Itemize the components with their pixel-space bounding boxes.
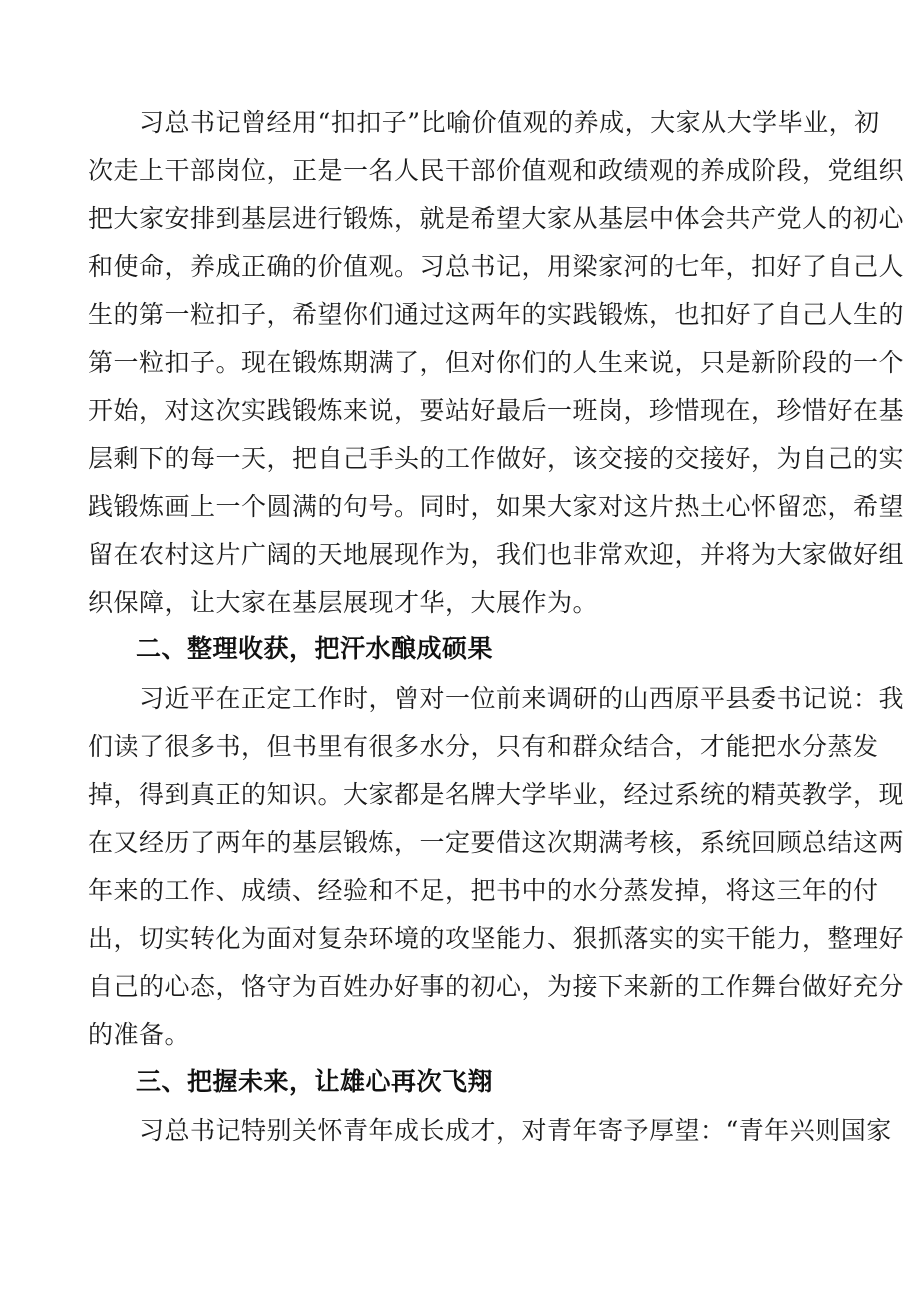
paragraph-2-line-1: 习近平在正定工作时，曾对一位前来调研的山西原平县委书记说：我 xyxy=(88,684,905,713)
section-heading-2: 二、整理收获，把汗水酿成硕果 xyxy=(136,634,494,663)
paragraph-1-line-3: 把大家安排到基层进行锻炼，就是希望大家从基层中体会共产党人的初心 xyxy=(88,204,905,233)
paragraph-1-line-9: 践锻炼画上一个圆满的句号。同时，如果大家对这片热土心怀留恋，希望 xyxy=(88,492,905,521)
paragraph-1-line-2: 次走上干部岗位，正是一名人民干部价值观和政绩观的养成阶段，党组织 xyxy=(88,156,905,185)
paragraph-2-line-8: 的准备。 xyxy=(88,1020,191,1049)
paragraph-1-line-5: 生的第一粒扣子，希望你们通过这两年的实践锻炼，也扣好了自己人生的 xyxy=(88,300,905,329)
paragraph-2-line-2: 们读了很多书，但书里有很多水分，只有和群众结合，才能把水分蒸发 xyxy=(88,732,879,761)
paragraph-2-line-4: 在又经历了两年的基层锻炼，一定要借这次期满考核，系统回顾总结这两 xyxy=(88,828,905,857)
paragraph-1-line-10: 留在农村这片广阔的天地展现作为，我们也非常欢迎，并将为大家做好组 xyxy=(88,540,905,569)
paragraph-1-line-4: 和使命，养成正确的价值观。习总书记，用梁家河的七年，扣好了自己人 xyxy=(88,252,905,281)
paragraph-1-line-1: 习总书记曾经用“扣扣子”比喻价值观的养成，大家从大学毕业，初 xyxy=(88,108,880,137)
paragraph-2-line-6: 出，切实转化为面对复杂环境的攻坚能力、狠抓落实的实干能力，整理好 xyxy=(88,924,905,953)
paragraph-1-line-11: 织保障，让大家在基层展现才华，大展作为。 xyxy=(88,588,599,617)
paragraph-2-line-7: 自己的心态，恪守为百姓办好事的初心，为接下来新的工作舞台做好充分 xyxy=(88,972,905,1001)
paragraph-1-line-7: 开始，对这次实践锻炼来说，要站好最后一班岗，珍惜现在，珍惜好在基 xyxy=(88,396,905,425)
paragraph-2-line-5: 年来的工作、成绩、经验和不足，把书中的水分蒸发掉，将这三年的付 xyxy=(88,876,879,905)
paragraph-1-line-8: 层剩下的每一天，把自己手头的工作做好，该交接的交接好，为自己的实 xyxy=(88,444,905,473)
paragraph-1-line-6: 第一粒扣子。现在锻炼期满了，但对你们的人生来说，只是新阶段的一个 xyxy=(88,348,905,377)
paragraph-3-line-1: 习总书记特别关怀青年成长成才，对青年寄予厚望：“青年兴则国家 xyxy=(88,1116,892,1145)
paragraph-2-line-3: 掉，得到真正的知识。大家都是名牌大学毕业，经过系统的精英教学，现 xyxy=(88,780,905,809)
section-heading-3: 三、把握未来，让雄心再次飞翔 xyxy=(136,1067,494,1096)
